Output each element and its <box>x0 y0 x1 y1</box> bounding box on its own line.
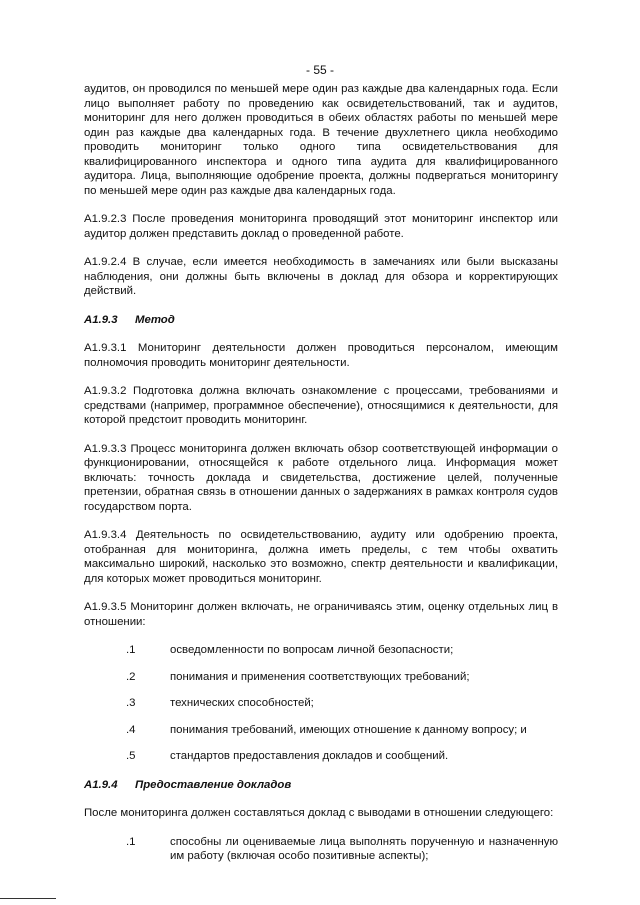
section-heading <box>84 313 558 328</box>
list-item-text: понимания требований, имеющих отношение к данному вопросу; и <box>170 723 527 736</box>
paragraph: A1.9.2.3 После проведения мониторинга проводящий этот мониторинг инспектор или аудитор должен представить доклад о проведенной работе. <box>84 213 558 240</box>
list-item-text: осведомленности по вопросам личной безопасности; <box>170 644 454 656</box>
paragraph: A1.9.2.4 В случае, если имеется необходимость в замечаниях или были высказаны наблюдения, они должны быть включены в доклад для обзора и корректирующих действий. <box>84 256 558 297</box>
paragraph: A1.9.3.3 Процесс мониторинга должен включать обзор соответствующей информации о функционировании, относящейся к работе отдельного лица. Информация может включать: точность доклада и свидетельства, достижение целей, полученные претензии, обратная связь в отношении данных о задержаниях в рамках контроля судов государством порта. <box>84 442 558 513</box>
list-item-marker: .3 <box>126 697 136 709</box>
list-item-marker: .1 <box>126 835 136 848</box>
section-number: A1.9.4 <box>84 778 118 791</box>
section-title: Предоставление докладов <box>135 778 292 791</box>
paragraph: A1.9.3.2 Подготовка должна включать ознакомление с процессами, требованиями и средствами (например, программное обеспечение), относящимися к деятельности, для которой предстоит проводить мониторинг. <box>84 385 558 426</box>
list-item-marker: .4 <box>126 723 136 736</box>
document-body <box>84 82 558 878</box>
numbered-list <box>84 643 558 764</box>
list-item-marker: .2 <box>126 670 136 683</box>
section-number: A1.9.3 <box>84 313 118 326</box>
list-item <box>84 723 558 738</box>
section-title: Метод <box>135 313 175 326</box>
paragraph: После мониторинга должен составляться доклад с выводами в отношении следующего: <box>84 807 554 819</box>
paragraph: A1.9.3.4 Деятельность по освидетельствованию, аудиту или одобрению проекта, отобранная для мониторинга, должна иметь пределы, с тем чтобы охватить максимально широкий, насколько это возможно, спектр деятельности и квалификации, для которых может проводиться мониторинг. <box>84 529 558 585</box>
list-item-text: стандартов предоставления докладов и сообщений. <box>170 750 449 762</box>
page-number: - 55 - <box>305 63 334 77</box>
footnote-rule <box>0 898 56 899</box>
list-item <box>84 670 558 685</box>
numbered-list <box>84 835 558 864</box>
list-item <box>84 835 558 864</box>
list-item-text: понимания и применения соответствующих требований; <box>170 670 470 683</box>
paragraph: A1.9.3.5 Мониторинг должен включать, не ограничиваясь этим, оценку отдельных лиц в отношении: <box>84 601 558 628</box>
list-item-text: способны ли оцениваемые лица выполнять порученную и назначенную им работу (включая особо позитивные аспекты); <box>170 835 558 862</box>
list-item-marker: .5 <box>126 750 136 762</box>
list-item <box>84 696 558 711</box>
list-item <box>84 749 558 764</box>
section-heading <box>84 778 558 793</box>
paragraph: A1.9.3.1 Мониторинг деятельности должен проводиться персоналом, имеющим полномочия проводить мониторинг деятельности. <box>84 342 558 369</box>
paragraph: аудитов, он проводился по меньшей мере один раз каждые два календарных года. Если лицо выполняет работу по проведению как освидетельствований, так и аудитов, мониторинг для него должен проводиться в обеих областях работы по меньшей мере один раз каждые два календарных года. В течение двухлетнего цикла необходимо проводить мониторинг только одного типа освидетельствования для квалифицированного инспектора и одного типа аудита для квалифицированного аудитора. Лица, выполняющие одобрение проекта, должны подвергаться мониторингу по меньшей мере один раз каждые два календарных года. <box>84 83 558 197</box>
list-item <box>84 643 558 658</box>
list-item-marker: .1 <box>126 644 136 656</box>
list-item-text: технических способностей; <box>170 697 314 709</box>
